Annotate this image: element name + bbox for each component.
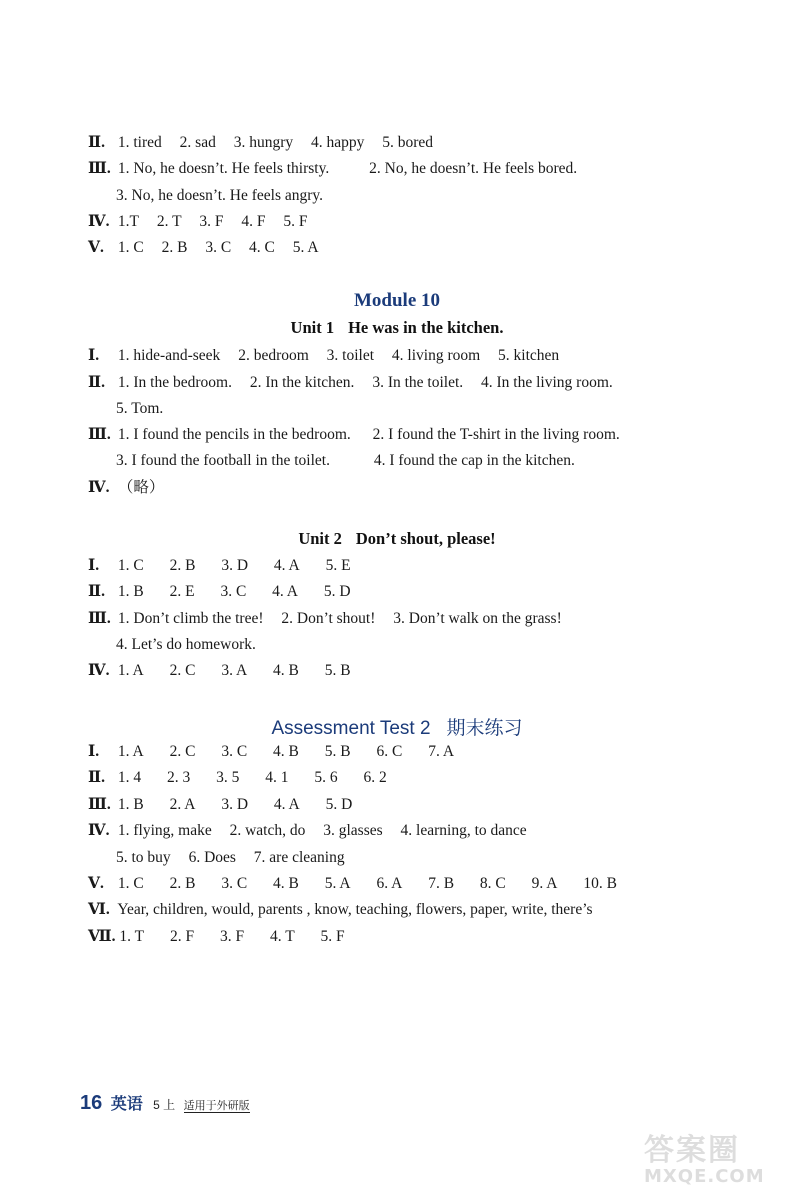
- answer-item: 1. hide-and-seek: [117, 347, 221, 364]
- answer-item: 2. 3: [167, 769, 191, 786]
- section-number: Ⅳ.: [88, 822, 110, 839]
- answer-item: 3. C: [221, 875, 248, 892]
- at-answer-line-iv-cont: [116, 848, 754, 868]
- answer-item: 1. tired: [117, 134, 162, 151]
- assessment-title-cn: 期末练习: [446, 718, 523, 739]
- answer-item: 5. 6: [314, 769, 338, 786]
- answer-item: 5. B: [324, 662, 351, 679]
- edition-label: 适用于外研版: [183, 1100, 250, 1112]
- answer-item: 1. C: [117, 239, 144, 256]
- section-number: Ⅲ.: [88, 610, 111, 627]
- answer-item: 4. A: [272, 583, 298, 600]
- section-number: Ⅳ.: [88, 662, 110, 679]
- subject-label: 英语: [110, 1096, 143, 1113]
- answer-item: 3. D: [221, 796, 249, 813]
- section-number: Ⅵ.: [88, 901, 110, 918]
- answer-item: 1. A: [117, 662, 144, 679]
- answer-item: 1. No, he doesn’t. He feels thirsty.: [117, 160, 330, 177]
- answer-item: 5. D: [325, 796, 353, 813]
- unit-1-title: Unit 1: [290, 318, 335, 337]
- u1-answer-line-i: [88, 346, 754, 366]
- answer-item: 9. A: [531, 875, 558, 892]
- answer-item: 2. bedroom: [238, 347, 309, 364]
- watermark-text: 答案圈: [644, 1133, 740, 1168]
- answer-item: 4. Let’s do homework.: [116, 636, 256, 653]
- answer-item: 3. F: [199, 213, 224, 230]
- page-number: 16: [80, 1092, 103, 1114]
- answer-item: 3. F: [219, 928, 245, 945]
- answer-item: 5. bored: [382, 134, 434, 151]
- answer-item: 3. A: [221, 662, 248, 679]
- answer-item: 4. B: [273, 662, 299, 679]
- answer-item: 3. C: [221, 743, 248, 760]
- answer-item: 4. 1: [265, 769, 289, 786]
- answer-text: （略）: [117, 479, 165, 496]
- at-answer-line-iv: [88, 821, 754, 841]
- section-number: Ⅳ.: [88, 479, 110, 496]
- section-number: Ⅱ.: [88, 374, 105, 391]
- answer-item: 3. C: [205, 239, 232, 256]
- answer-item: 4. B: [273, 743, 299, 760]
- assessment-title: Assessment Test 2: [271, 718, 431, 739]
- answer-item: 3. In the toilet.: [372, 374, 464, 391]
- answer-item: 4. living room: [391, 347, 481, 364]
- unit-2-subtitle: Don’t shout, please!: [355, 529, 496, 548]
- at-answer-line-vi: [88, 900, 754, 920]
- answer-item: 2. A: [169, 796, 196, 813]
- answer-line-v: [88, 238, 754, 258]
- assessment-heading: [0, 713, 794, 740]
- answer-item: 2. B: [169, 875, 196, 892]
- answer-item: 7. A: [428, 743, 455, 760]
- answer-item: 5. F: [320, 928, 345, 945]
- at-answer-line-vii: [88, 927, 754, 947]
- answer-item: 2. B: [161, 239, 188, 256]
- module-title: Module 10: [353, 290, 441, 311]
- answer-line-iii-cont: [116, 186, 754, 206]
- answer-item: 1. In the bedroom.: [117, 374, 232, 391]
- answer-item: 5. kitchen: [498, 347, 560, 364]
- answer-item: 3. No, he doesn’t. He feels angry.: [116, 187, 324, 204]
- unit-2-heading: [0, 529, 794, 549]
- section-number: Ⅳ.: [88, 213, 110, 230]
- answer-item: 1. Don’t climb the tree!: [117, 610, 264, 627]
- answer-item: 3. C: [220, 583, 247, 600]
- u2-answer-line-ii: [88, 582, 754, 602]
- answer-item: 2. watch, do: [229, 822, 306, 839]
- section-number: Ⅲ.: [88, 426, 111, 443]
- answer-item: 2. I found the T-shirt in the living room.: [372, 426, 620, 443]
- answer-item: 5. E: [325, 557, 351, 574]
- answer-item: 6. 2: [363, 769, 387, 786]
- answer-item: 1. flying, make: [117, 822, 212, 839]
- answer-item: 6. C: [376, 743, 403, 760]
- answer-item: 5. D: [323, 583, 351, 600]
- answer-item: 2. E: [169, 583, 195, 600]
- answer-item: 3. Don’t walk on the grass!: [393, 610, 562, 627]
- answer-item: 7. are cleaning: [253, 849, 345, 866]
- unit-1-heading: [0, 318, 794, 338]
- u1-answer-line-ii-cont: [116, 399, 754, 419]
- section-number: Ⅲ.: [88, 160, 111, 177]
- answer-item: 4. In the living room.: [481, 374, 613, 391]
- answer-item: 6. Does: [188, 849, 236, 866]
- answer-item: 3. 5: [216, 769, 240, 786]
- section-number: Ⅰ.: [88, 347, 100, 364]
- answer-item: 4. learning, to dance: [400, 822, 527, 839]
- section-number: Ⅱ.: [88, 583, 105, 600]
- answer-line-iv: [88, 212, 754, 232]
- answer-item: 4. happy: [311, 134, 365, 151]
- u2-answer-line-iii: [88, 609, 754, 629]
- answer-item: 4. T: [269, 928, 295, 945]
- answer-item: 10. B: [583, 875, 617, 892]
- u1-answer-line-ii: [88, 373, 754, 393]
- answer-item: 8. C: [479, 875, 506, 892]
- answer-item: 2. sad: [179, 134, 216, 151]
- answer-item: 2. In the kitchen.: [249, 374, 355, 391]
- u1-answer-line-iii: [88, 425, 754, 445]
- answer-item: 4. A: [273, 796, 300, 813]
- at-answer-line-v: [88, 874, 754, 894]
- answer-item: 1. 4: [117, 769, 142, 786]
- answer-item: 4. C: [249, 239, 275, 256]
- section-number: Ⅰ.: [88, 743, 100, 760]
- answer-item: 4. I found the cap in the kitchen.: [373, 452, 575, 469]
- u2-answer-line-iii-cont: [116, 635, 754, 655]
- section-number: Ⅱ.: [88, 134, 105, 151]
- answer-item: 4. A: [273, 557, 300, 574]
- unit-2-title: Unit 2: [298, 529, 342, 548]
- answer-text: Year, children, would, parents , know, teaching, flowers, paper, write, there’s: [117, 901, 593, 918]
- answer-item: 5. to buy: [116, 849, 171, 866]
- answer-item: 2. B: [169, 557, 196, 574]
- section-number: Ⅰ.: [88, 557, 100, 574]
- answer-item: 6. A: [376, 875, 403, 892]
- answer-item: 4. F: [241, 213, 266, 230]
- answer-item: 5. A: [324, 875, 351, 892]
- answer-item: 5. A: [292, 239, 319, 256]
- section-number: Ⅱ.: [88, 769, 105, 786]
- answer-item: 1. B: [117, 796, 144, 813]
- grade-label: 5 上: [153, 1098, 176, 1112]
- watermark-logo: [644, 1135, 784, 1190]
- at-answer-line-i: [88, 742, 754, 762]
- answer-item: 2. Don’t shout!: [281, 610, 376, 627]
- answer-item: 2. C: [169, 662, 196, 679]
- answer-item: 1. B: [117, 583, 144, 600]
- watermark-url: MXQE.COM: [644, 1166, 765, 1187]
- answer-item: 1.T: [117, 213, 139, 230]
- answer-item: 2. F: [169, 928, 195, 945]
- answer-item: 3. toilet: [326, 347, 375, 364]
- answer-line-ii: [88, 133, 754, 153]
- answer-item: 3. D: [221, 557, 249, 574]
- u1-answer-line-iv: [88, 478, 754, 498]
- answer-item: 2. No, he doesn’t. He feels bored.: [369, 160, 578, 177]
- answer-item: 4. B: [273, 875, 299, 892]
- page-footer: [80, 1091, 250, 1115]
- section-number: Ⅴ.: [88, 239, 104, 256]
- section-number: Ⅲ.: [88, 796, 111, 813]
- answer-item: 3. hungry: [233, 134, 294, 151]
- section-number: Ⅴ.: [88, 875, 104, 892]
- answer-item: 1. C: [117, 557, 144, 574]
- answer-item: 2. T: [156, 213, 182, 230]
- answer-item: 2. C: [169, 743, 196, 760]
- section-number: Ⅶ.: [88, 928, 116, 945]
- answer-item: 3. I found the football in the toilet.: [116, 452, 330, 469]
- at-answer-line-iii: [88, 795, 754, 815]
- answer-item: 3. glasses: [323, 822, 383, 839]
- answer-item: 5. Tom.: [116, 400, 164, 417]
- u2-answer-line-i: [88, 556, 754, 576]
- answer-item: 5. F: [283, 213, 308, 230]
- answer-item: 1. A: [117, 743, 144, 760]
- answer-item: 1. T: [119, 928, 145, 945]
- unit-1-subtitle: He was in the kitchen.: [348, 318, 504, 337]
- answer-item: 5. B: [324, 743, 351, 760]
- answer-item: 7. B: [428, 875, 455, 892]
- answer-item: 1. C: [117, 875, 144, 892]
- answer-item: 1. I found the pencils in the bedroom.: [117, 426, 351, 443]
- at-answer-line-ii: [88, 768, 754, 788]
- answer-line-iii: [88, 159, 754, 179]
- u1-answer-line-iii-cont: [116, 451, 754, 471]
- u2-answer-line-iv: [88, 661, 754, 681]
